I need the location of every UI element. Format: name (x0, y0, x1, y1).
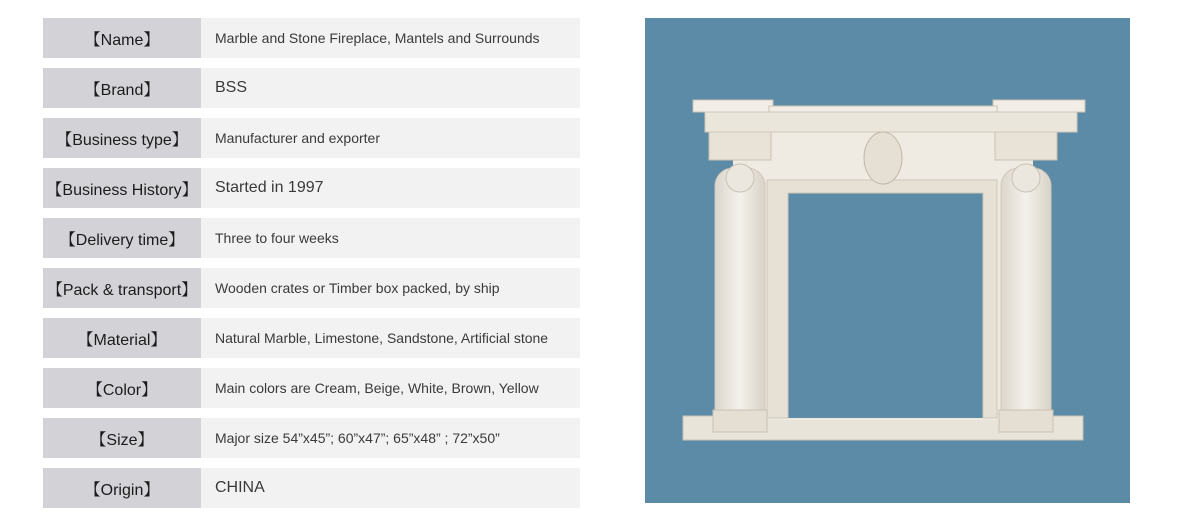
left-capital (709, 130, 771, 160)
spec-label-origin: 【Origin】 (43, 468, 201, 508)
spec-value-name: Marble and Stone Fireplace, Mantels and Surrounds (201, 18, 580, 58)
spec-label-pack-transport: 【Pack & transport】 (43, 268, 201, 308)
product-spec-table (43, 18, 580, 518)
spec-value-color: Main colors are Cream, Beige, White, Brown, Yellow (201, 368, 580, 408)
spec-row-business-history (43, 168, 580, 208)
spec-value-origin: CHINA (201, 468, 580, 508)
spec-label-delivery-time: 【Delivery time】 (43, 218, 201, 258)
left-caryatid (715, 168, 765, 430)
spec-value-size: Major size 54”x45”; 60”x47”; 65”x48” ; 72”x50” (201, 418, 580, 458)
mask-ornament (864, 132, 902, 184)
spec-label-size: 【Size】 (43, 418, 201, 458)
spec-label-material: 【Material】 (43, 318, 201, 358)
fireplace-illustration (645, 18, 1130, 503)
right-capital (995, 130, 1057, 160)
spec-label-brand: 【Brand】 (43, 68, 201, 108)
spec-value-business-type: Manufacturer and exporter (201, 118, 580, 158)
firebox-opening (788, 193, 983, 418)
spec-row-pack-transport (43, 268, 580, 308)
spec-row-color (43, 368, 580, 408)
fireplace-product-image (645, 18, 1130, 503)
right-caryatid-head (1012, 164, 1040, 192)
cornice-moulding (705, 112, 1077, 132)
spec-label-business-type: 【Business type】 (43, 118, 201, 158)
spec-label-business-history: 【Business History】 (43, 168, 201, 208)
spec-label-name: 【Name】 (43, 18, 201, 58)
spec-value-pack-transport: Wooden crates or Timber box packed, by ship (201, 268, 580, 308)
spec-label-color: 【Color】 (43, 368, 201, 408)
spec-row-delivery-time (43, 218, 580, 258)
spec-row-name (43, 18, 580, 58)
spec-value-business-history: Started in 1997 (201, 168, 580, 208)
spec-row-brand (43, 68, 580, 108)
spec-row-origin (43, 468, 580, 508)
spec-value-material: Natural Marble, Limestone, Sandstone, Artificial stone (201, 318, 580, 358)
spec-row-material (43, 318, 580, 358)
spec-row-business-type (43, 118, 580, 158)
spec-value-delivery-time: Three to four weeks (201, 218, 580, 258)
left-plinth (713, 410, 767, 432)
spec-row-size (43, 418, 580, 458)
right-caryatid (1001, 168, 1051, 430)
right-plinth (999, 410, 1053, 432)
spec-value-brand: BSS (201, 68, 580, 108)
left-shelf-end (693, 100, 773, 112)
right-shelf-end (993, 100, 1085, 112)
left-caryatid-head (726, 164, 754, 192)
